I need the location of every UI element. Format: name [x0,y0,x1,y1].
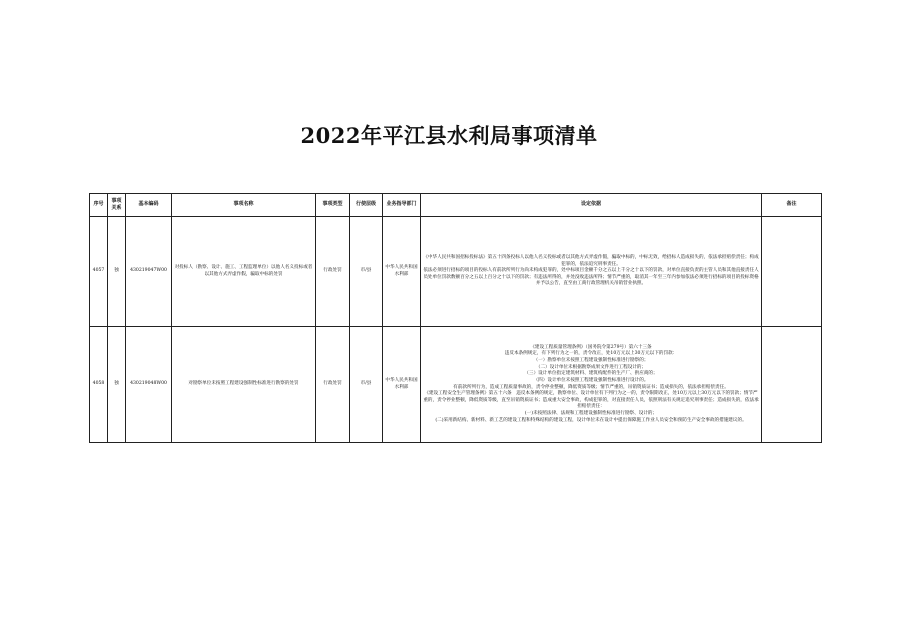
header-relation: 事项关系 [108,194,126,217]
header-level: 行使层级 [350,194,383,217]
row-dept: 中华人民共和国水利部 [383,217,421,327]
row-code: 430219048W00 [126,327,172,443]
basis-line: 《建设工程质量管理条例》（国务院令第279号）第六十三条 [530,344,652,350]
row-seq: 4057 [90,217,108,327]
header-dept: 业务指导部门 [383,194,421,217]
basis-line: （一）勘察单位未按照工程建设强制性标准进行勘察的； [533,357,649,363]
row-level: 市/县 [350,217,383,327]
basis-line: 《建设工程安全生产管理条例》第五十六条 违反本条例的规定，勘察单位、设计单位有下列行为之一的，责令限期改正，处10万元以上30万元以下的罚款；情节严重的，责令停业整顿，降低资质等级，直至吊销资质证书；造成重大安全事故，构成犯罪的，对直接责任人员，依照刑法有关规定追究刑事责任；造成损失的，依法承担赔偿责任： [423,391,759,410]
basis-line: 有前款所列行为，造成工程质量事故的，责令停业整顿，降低资质等级；情节严重的，吊销资质证书；造成损失的，依法承担赔偿责任。 [453,384,729,390]
row-seq: 4058 [90,327,108,443]
row-code: 430219047W00 [126,217,172,327]
header-basis: 设定依据 [421,194,762,217]
basis-line: 违反本条例规定，有下列行为之一的，责令改正，处10万元以上30万元以下的罚款： [504,351,678,357]
header-name: 事项名称 [172,194,316,217]
row-basis [421,327,762,443]
basis-line: （四）设计单位未按照工程建设强制性标准进行设计的。 [533,377,649,383]
row-relation: 独 [108,327,126,443]
header-type: 事项类型 [316,194,350,217]
basis-line: （三）设计单位指定建筑材料、建筑构配件的生产厂、供应商的； [524,371,658,377]
matters-table [89,193,822,443]
row-relation: 独 [108,217,126,327]
table-row [90,327,822,443]
header-code: 基本编码 [126,194,172,217]
basis-line: (二)采用新结构、新材料、新工艺的建设工程和特殊结构的建设工程，设计单位未在设计中提出保障施工作业人员安全和预防生产安全事故的措施建议的。 [435,417,747,423]
row-level: 市/县 [350,327,383,443]
row-type: 行政处罚 [316,217,350,327]
table-row [90,217,822,327]
basis-line: (一)未按照法律、法规和工程建设强制性标准进行勘察、设计的； [524,411,658,417]
row-basis [421,217,762,327]
row-dept: 中华人民共和国水利部 [383,327,421,443]
basis-line: 《中华人民共和国招标投标法》第五十四条投标人以他人名义投标或者以其他方式弄虚作假，骗取中标的，中标无效，给招标人造成损失的，依法承担赔偿责任；构成犯罪的，依法追究刑事责任。 [423,254,759,267]
row-note [762,327,822,443]
basis-line: 依法必须进行招标的项目的投标人有前款所列行为尚未构成犯罪的，处中标项目金额千分之五以上千分之十以下的罚款，对单位直接负责的主管人员和其他直接责任人员处单位罚款数额百分之五以上百分之十以下的罚款；有违法所得的，并处没收违法所得；情节严重的，取消其一年至三年内参加依法必须进行招标的项目的投标资格并予以公告，直至由工商行政管理机关吊销营业执照。 [423,268,759,287]
header-seq: 序号 [90,194,108,217]
document-title: 2022年平江县水利局事项清单 [300,123,598,148]
row-type: 行政处罚 [316,327,350,443]
row-note [762,217,822,327]
header-note: 备注 [762,194,822,217]
row-name: 对勘察单位未按照工程建设强制性标准进行勘察的处罚 [172,327,316,443]
row-name: 对投标人（勘察、设计、施工、工程监理单位）以他人名义投标或者以其他方式弄虚作假，骗取中标的处罚 [172,217,316,327]
basis-line: （二）设计单位未根据勘察成果文件进行工程设计的； [535,364,647,370]
header-row [90,194,822,217]
